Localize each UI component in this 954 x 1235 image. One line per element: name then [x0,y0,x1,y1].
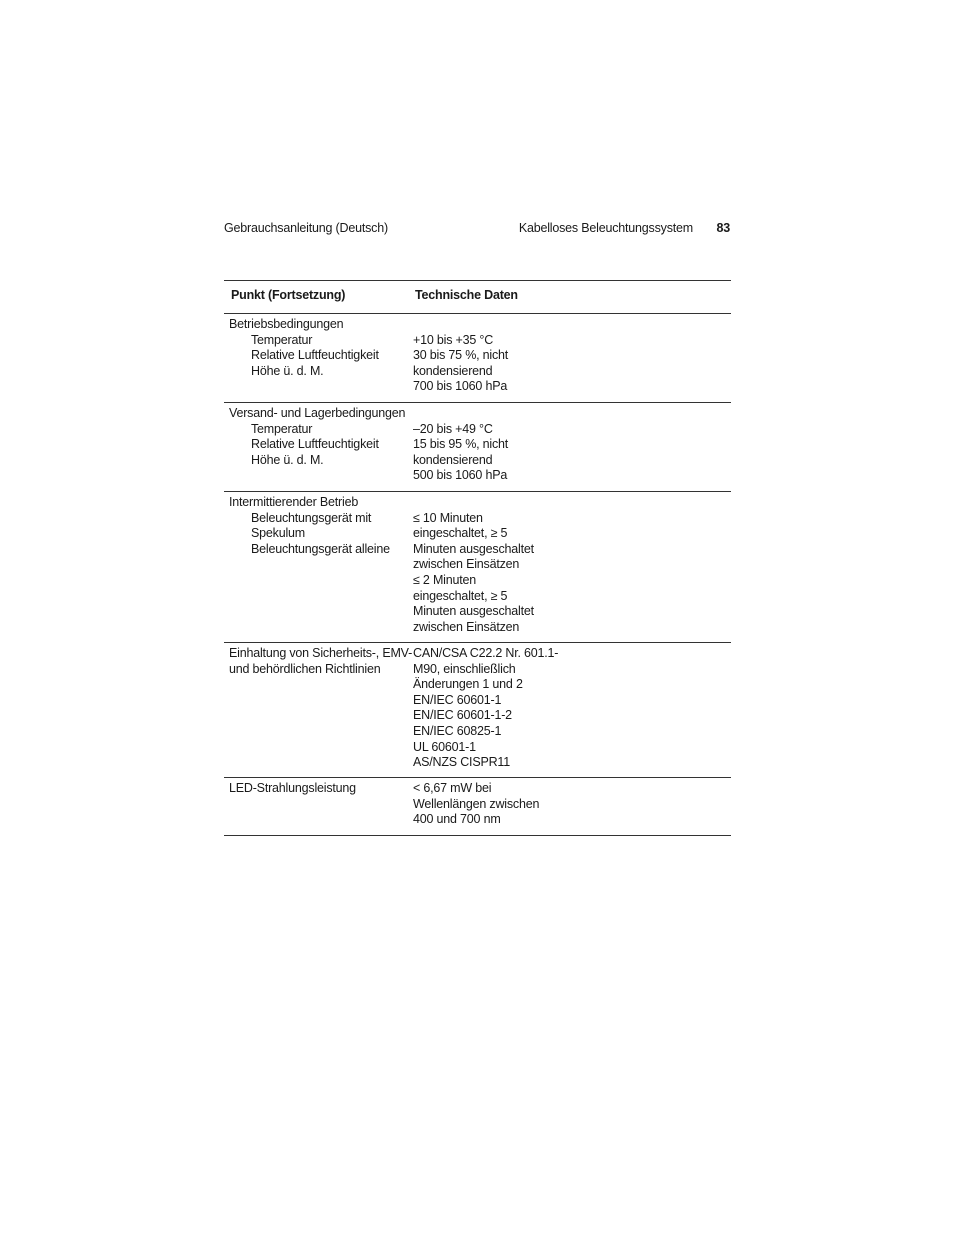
row-value-line: AS/NZS CISPR11 [413,755,510,770]
row-value-line: zwischen Einsätzen [413,557,520,572]
row-label [229,495,409,557]
manual-title: Gebrauchsanleitung (Deutsch) [224,221,388,235]
product-title: Kabelloses Beleuchtungssystem [518,221,693,235]
row-value [413,317,563,395]
table-row [224,314,731,403]
column-header-item: Punkt (Fortsetzung) [231,288,346,302]
table-header [224,281,731,314]
row-value-line: 30 bis 75 %, nicht [413,348,509,363]
table-row [224,778,731,835]
row-sublabel: Relative Luftfeuchtigkeit [251,437,379,452]
row-value-line: 15 bis 95 %, nicht [413,437,509,452]
row-value-line: Änderungen 1 und 2 [413,677,523,692]
row-value-line [413,317,563,333]
row-sublabel: Spekulum [251,526,305,541]
table-row [224,403,731,492]
row-value-line: < 6,67 mW bei [413,781,492,795]
row-sublabel: Relative Luftfeuchtigkeit [251,348,379,363]
row-sublabel: Beleuchtungsgerät mit [251,510,372,525]
row-value-line: 400 und 700 nm [413,812,501,827]
row-sublabel: Beleuchtungsgerät alleine [251,541,390,556]
row-value-line: –20 bis +49 °C [413,421,493,436]
row-sublabel: Temperatur [251,332,313,347]
table-row [224,643,731,778]
row-value-line: +10 bis +35 °C [413,332,494,347]
row-value-line: eingeschaltet, ≥ 5 [413,526,508,541]
row-value-line [413,406,563,422]
row-label [229,781,409,797]
row-value-line: 700 bis 1060 hPa [413,379,508,394]
row-label-line: LED-Strahlungsleistung [229,781,356,795]
row-label [229,317,409,379]
page-header [224,221,731,239]
row-label [229,406,409,468]
row-sublabel: Höhe ü. d. M. [251,363,324,378]
row-value-line: Minuten ausgeschaltet [413,604,534,619]
row-value-line: kondensierend [413,363,493,378]
specifications-table [224,280,731,836]
row-value-line: EN/IEC 60601-1 [413,692,502,707]
row-value-line: 500 bis 1060 hPa [413,468,508,483]
row-label-line: Intermittierender Betrieb [229,495,359,509]
row-label-line: und behördlichen Richtlinien [229,661,381,676]
row-value [413,406,563,484]
row-label-line: Betriebsbedingungen [229,317,344,331]
row-value-line: Wellenlängen zwischen [413,796,540,811]
row-value-line: zwischen Einsätzen [413,619,520,634]
row-value [413,646,563,771]
row-value-line: EN/IEC 60601-1-2 [413,708,512,723]
row-label [229,646,413,677]
row-label-line: Versand- und Lagerbedingungen [229,406,406,420]
row-value-line: ≤ 2 Minuten [413,572,477,587]
page-number: 83 [716,221,730,235]
column-header-specs: Technische Daten [415,288,518,302]
row-label-line: Einhaltung von Sicherheits-, EMV- [229,646,413,660]
row-sublabel: Höhe ü. d. M. [251,452,324,467]
row-value-line: M90, einschließlich [413,661,516,676]
row-value-line: EN/IEC 60825-1 [413,723,502,738]
row-value-line: CAN/CSA C22.2 Nr. 601.1- [413,646,559,660]
row-value-line [413,495,563,511]
row-value-line: kondensierend [413,452,493,467]
row-value-line: eingeschaltet, ≥ 5 [413,588,508,603]
table-row [224,492,731,643]
row-value [413,781,563,828]
row-value-line: Minuten ausgeschaltet [413,541,534,556]
row-value-line: ≤ 10 Minuten [413,510,483,525]
row-sublabel: Temperatur [251,421,313,436]
row-value-line: UL 60601-1 [413,739,476,754]
row-value [413,495,563,635]
